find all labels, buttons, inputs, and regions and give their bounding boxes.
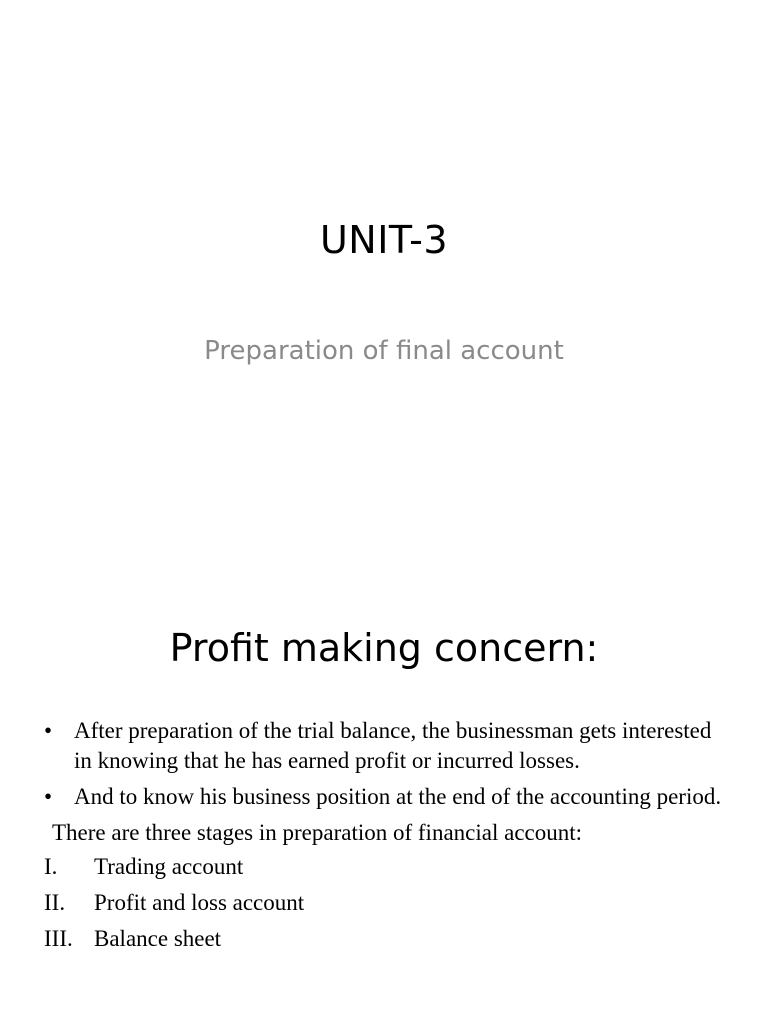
bullet-icon: • — [44, 718, 53, 743]
content-heading: Profit making concern: — [169, 626, 599, 670]
bullet-item — [44, 782, 734, 812]
slide-subtitle: Preparation of final account — [204, 336, 564, 366]
stage-label: Profit and loss account — [94, 890, 305, 915]
slide-title-heading: UNIT-3 — [319, 218, 449, 262]
stage-item — [44, 924, 734, 954]
bullet-text: And to know his business position at the end of the accounting period. — [74, 784, 722, 809]
stages-intro: There are three stages in preparation of financial account: — [52, 820, 583, 845]
stage-number: II. — [44, 890, 66, 915]
bullet-item — [44, 716, 734, 776]
bullet-text: After preparation of the trial balance, the businessman gets interested in knowing that he has earned profit or incurred losses. — [74, 718, 712, 773]
stage-item — [44, 852, 734, 882]
stage-number: III. — [44, 926, 73, 951]
content-body — [44, 716, 734, 960]
stage-label: Trading account — [94, 854, 244, 879]
stage-number: I. — [44, 854, 58, 879]
stage-item — [44, 888, 734, 918]
bullet-icon: • — [44, 784, 53, 809]
slide-content — [0, 576, 768, 1024]
stage-label: Balance sheet — [94, 926, 222, 951]
